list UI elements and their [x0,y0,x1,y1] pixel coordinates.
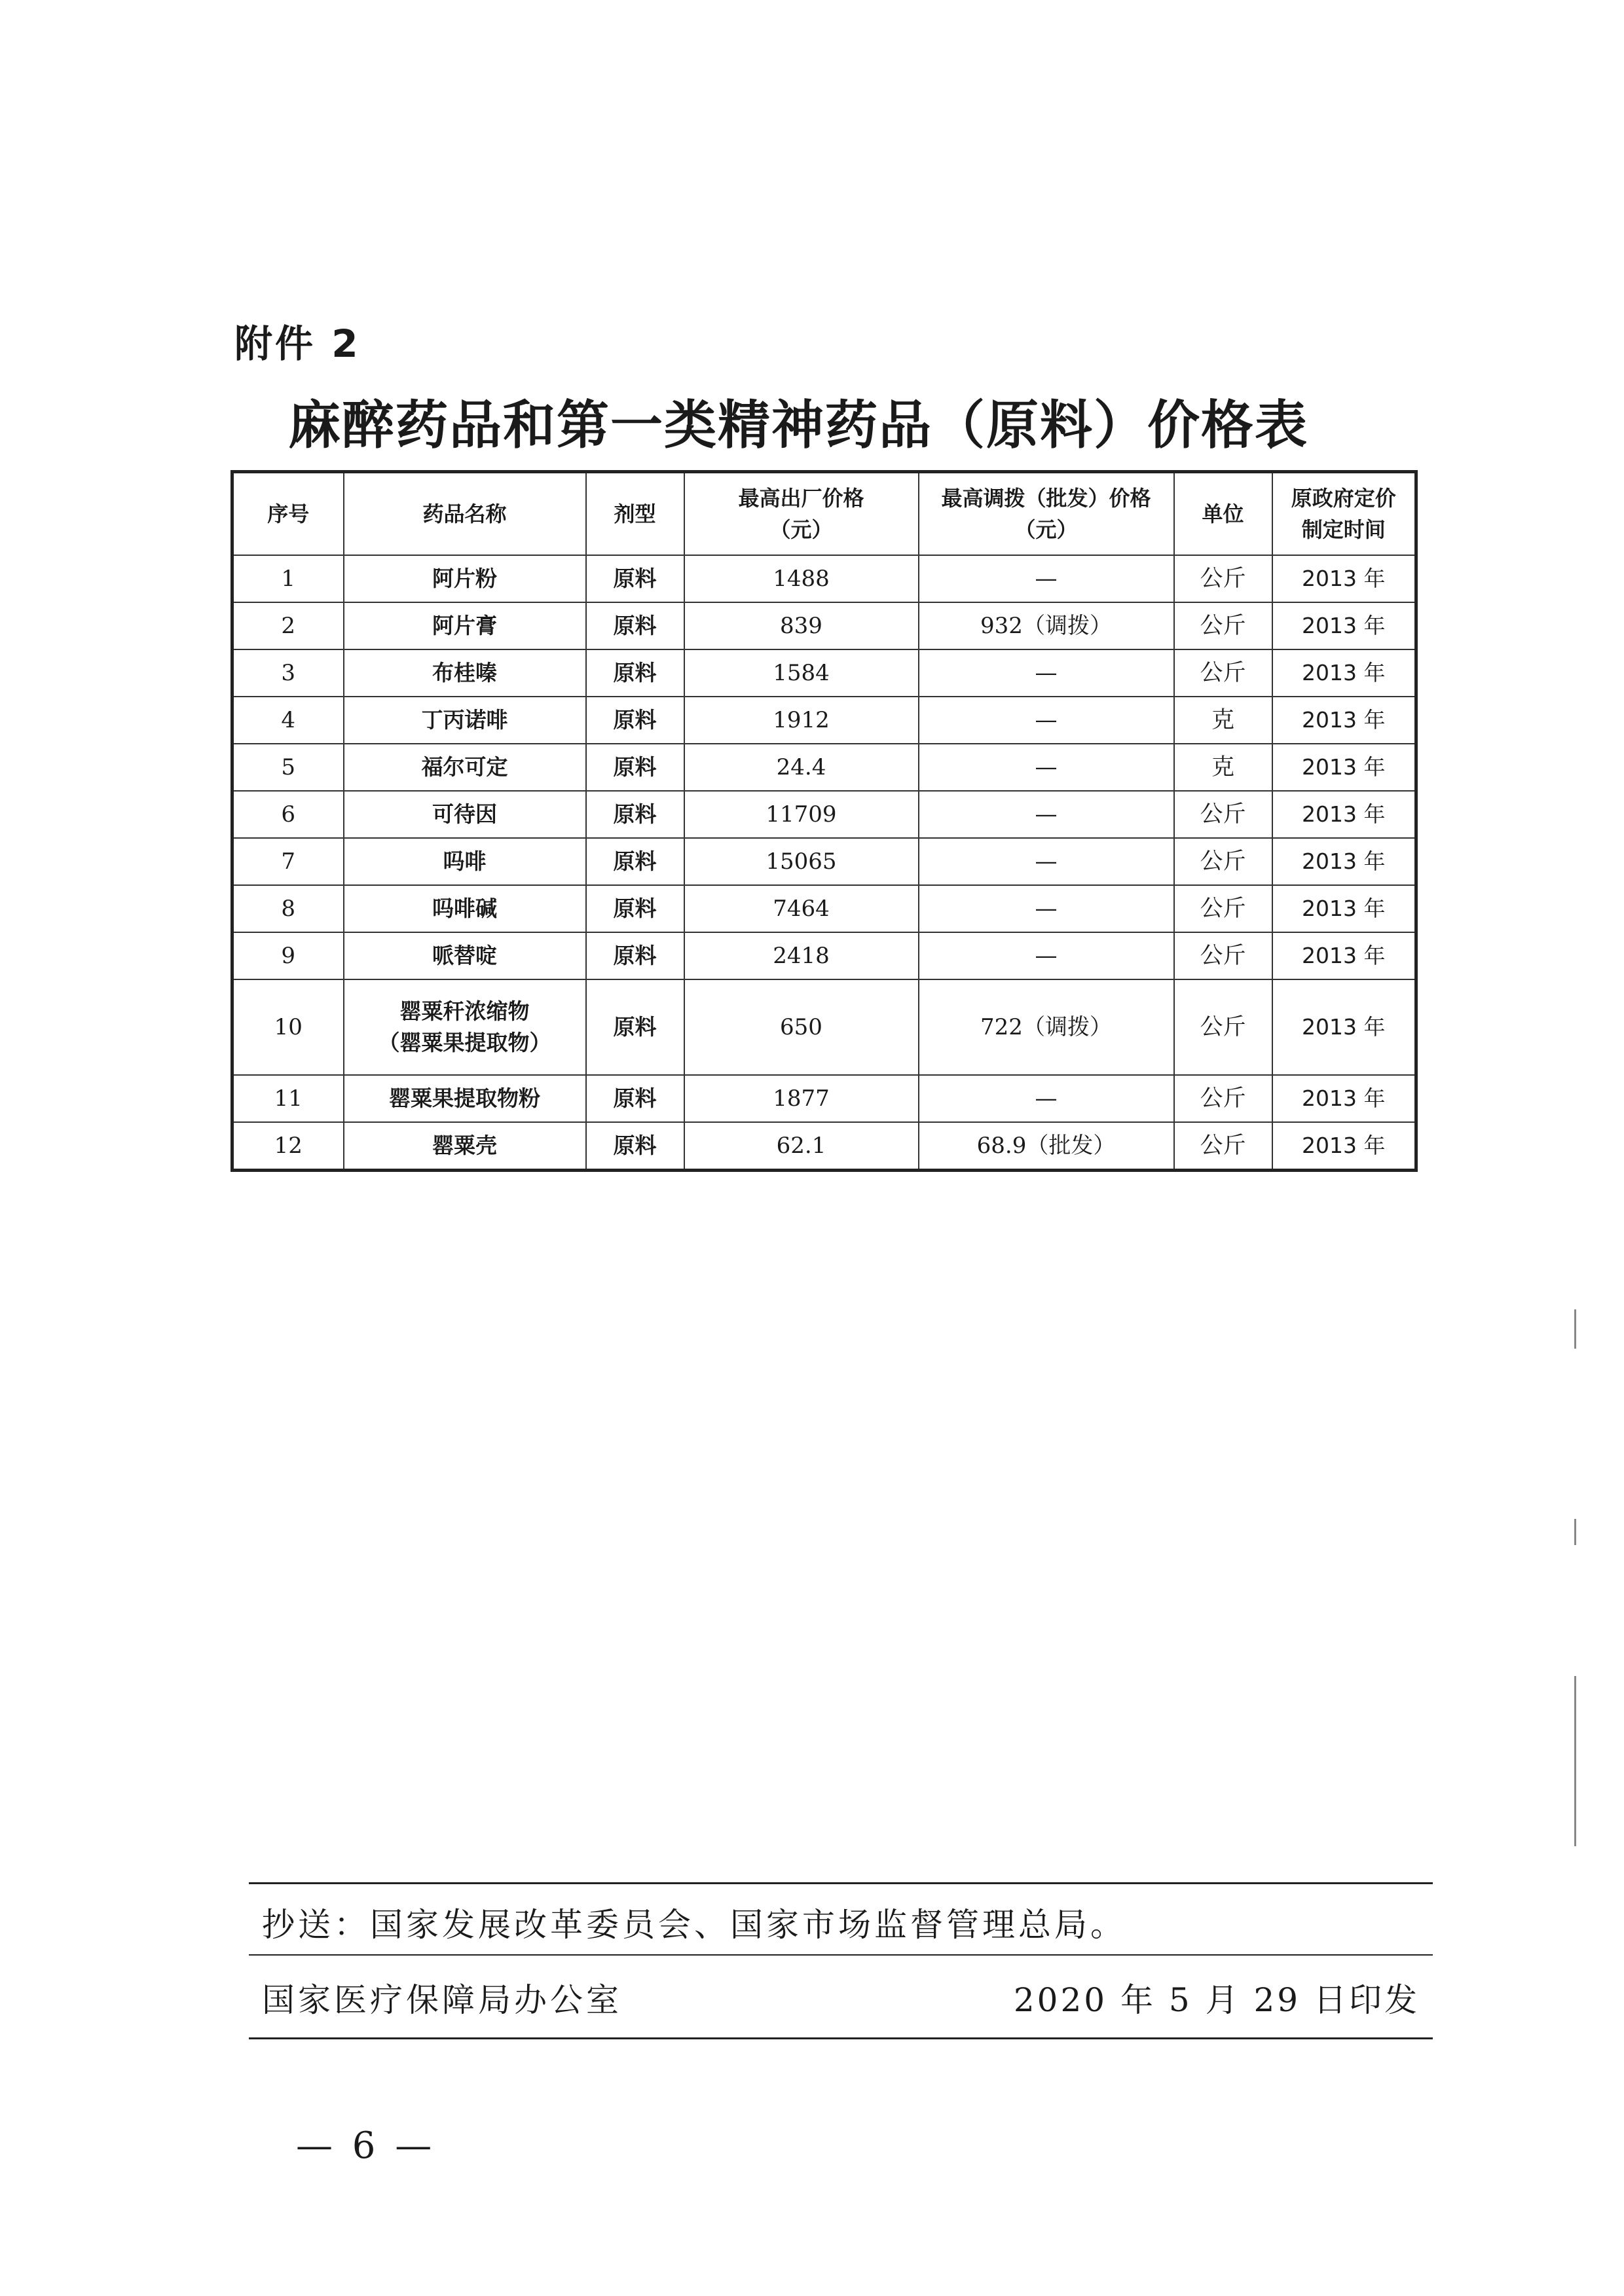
drug-name-line: 哌替啶 [432,943,497,968]
cell-year: 2013 年 [1272,649,1416,697]
footer-divider [249,1954,1433,1956]
cell-drug-name [344,979,586,1075]
cell-index: 11 [232,1075,344,1122]
cell-unit: 公斤 [1174,649,1272,697]
scan-edge-mark [1574,1309,1576,1349]
page-number: — 6 — [296,2124,436,2167]
price-table [231,470,1418,1172]
cell-index: 1 [232,555,344,602]
header-line: 最高调拨（批发）价格 [941,486,1151,511]
drug-name-line: 罂粟壳 [432,1133,497,1158]
cell-index: 6 [232,791,344,838]
header-line: 制定时间 [1301,517,1386,542]
cell-ex-factory-price: 15065 [684,838,919,885]
cell-form: 原料 [586,1122,684,1171]
cell-allocation-price: — [919,791,1174,838]
cell-year: 2013 年 [1272,1122,1416,1171]
header-name: 药品名称 [344,472,586,556]
cell-allocation-price: — [919,555,1174,602]
cell-drug-name [344,1122,586,1171]
header-line: （元） [769,517,833,542]
cell-index: 5 [232,744,344,791]
cell-ex-factory-price: 2418 [684,932,919,979]
attachment-label: 附件 2 [234,321,361,366]
cell-form: 原料 [586,555,684,602]
cell-year: 2013 年 [1272,602,1416,649]
cell-unit: 公斤 [1174,1075,1272,1122]
drug-name-line: 吗啡碱 [432,896,497,921]
cell-ex-factory-price: 1488 [684,555,919,602]
drug-name-line: 罂粟秆浓缩物 [399,998,530,1024]
table-row [232,649,1416,697]
cell-ex-factory-price: 24.4 [684,744,919,791]
cell-index: 10 [232,979,344,1075]
table-row [232,979,1416,1075]
table-row [232,885,1416,932]
cell-drug-name [344,932,586,979]
cell-form: 原料 [586,885,684,932]
table-row [232,838,1416,885]
cell-allocation-price: 932（调拨） [919,602,1174,649]
drug-name-line: （罂粟果提取物） [378,1030,551,1055]
table-row [232,602,1416,649]
footer-divider [249,2037,1433,2039]
cell-ex-factory-price: 839 [684,602,919,649]
cell-year: 2013 年 [1272,1075,1416,1122]
cell-unit: 公斤 [1174,838,1272,885]
header-index: 序号 [232,472,344,556]
header-ex-factory-price [684,472,919,556]
cell-allocation-price: 68.9（批发） [919,1122,1174,1171]
cell-form: 原料 [586,791,684,838]
cell-allocation-price: — [919,838,1174,885]
header-line: 最高出厂价格 [738,486,864,511]
cell-year: 2013 年 [1272,979,1416,1075]
cell-drug-name [344,791,586,838]
cell-allocation-price: — [919,885,1174,932]
cell-drug-name [344,555,586,602]
scan-edge-mark [1574,1676,1576,1846]
cell-drug-name [344,697,586,744]
header-gov-price-time [1272,472,1416,556]
drug-name-line: 布桂嗪 [432,660,497,685]
cell-allocation-price: — [919,744,1174,791]
header-line: 原政府定价 [1291,486,1396,511]
cell-unit: 公斤 [1174,885,1272,932]
cell-ex-factory-price: 62.1 [684,1122,919,1171]
cell-form: 原料 [586,932,684,979]
cell-drug-name [344,838,586,885]
header-line: （元） [1014,517,1078,542]
cell-ex-factory-price: 1877 [684,1075,919,1122]
cell-drug-name [344,649,586,697]
table-row [232,791,1416,838]
drug-name-line: 罂粟果提取物粉 [389,1085,540,1111]
scan-edge-mark [1574,1519,1576,1545]
cell-form: 原料 [586,697,684,744]
cell-year: 2013 年 [1272,791,1416,838]
table-row [232,744,1416,791]
cell-ex-factory-price: 1584 [684,649,919,697]
cell-index: 8 [232,885,344,932]
drug-name-line: 丁丙诺啡 [421,707,508,733]
cell-year: 2013 年 [1272,885,1416,932]
cell-index: 9 [232,932,344,979]
table-row [232,1122,1416,1171]
cell-unit: 公斤 [1174,555,1272,602]
cell-form: 原料 [586,979,684,1075]
cell-form: 原料 [586,602,684,649]
drug-name-line: 吗啡 [443,848,487,874]
header-allocation-price [919,472,1174,556]
issuer: 国家医疗保障局办公室 [262,1981,622,2019]
cell-allocation-price: — [919,697,1174,744]
page-title: 麻醉药品和第一类精神药品（原料）价格表 [288,394,1308,456]
cell-drug-name [344,602,586,649]
cell-year: 2013 年 [1272,697,1416,744]
cell-drug-name [344,744,586,791]
cell-drug-name [344,885,586,932]
drug-name-line: 福尔可定 [421,754,508,780]
table-row [232,932,1416,979]
table-body [232,555,1416,1171]
issue-date: 2020 年 5 月 29 日印发 [1013,1981,1420,2019]
cell-form: 原料 [586,744,684,791]
cell-ex-factory-price: 650 [684,979,919,1075]
table-row [232,697,1416,744]
drug-name-line: 阿片粉 [432,566,497,591]
cell-allocation-price: 722（调拨） [919,979,1174,1075]
cell-unit: 公斤 [1174,602,1272,649]
cell-index: 3 [232,649,344,697]
cc-recipients: 抄送：国家发展改革委员会、国家市场监督管理总局。 [262,1906,1126,1944]
cell-year: 2013 年 [1272,744,1416,791]
cell-year: 2013 年 [1272,838,1416,885]
cell-allocation-price: — [919,932,1174,979]
table-row [232,555,1416,602]
cell-unit: 公斤 [1174,1122,1272,1171]
cell-unit: 公斤 [1174,979,1272,1075]
cell-unit: 公斤 [1174,932,1272,979]
cell-form: 原料 [586,649,684,697]
cell-unit: 克 [1174,744,1272,791]
cell-index: 7 [232,838,344,885]
cell-year: 2013 年 [1272,932,1416,979]
cell-drug-name [344,1075,586,1122]
cell-index: 12 [232,1122,344,1171]
header-form: 剂型 [586,472,684,556]
footer-divider [249,1882,1433,1884]
drug-name-line: 阿片膏 [432,613,497,638]
cell-year: 2013 年 [1272,555,1416,602]
drug-name-line: 可待因 [432,801,497,827]
cell-index: 4 [232,697,344,744]
cell-unit: 公斤 [1174,791,1272,838]
cell-index: 2 [232,602,344,649]
header-unit: 单位 [1174,472,1272,556]
cell-unit: 克 [1174,697,1272,744]
cell-allocation-price: — [919,1075,1174,1122]
table-row [232,1075,1416,1122]
cell-ex-factory-price: 1912 [684,697,919,744]
cell-ex-factory-price: 11709 [684,791,919,838]
table-header-row [232,472,1416,556]
cell-ex-factory-price: 7464 [684,885,919,932]
cell-form: 原料 [586,1075,684,1122]
cell-allocation-price: — [919,649,1174,697]
cell-form: 原料 [586,838,684,885]
